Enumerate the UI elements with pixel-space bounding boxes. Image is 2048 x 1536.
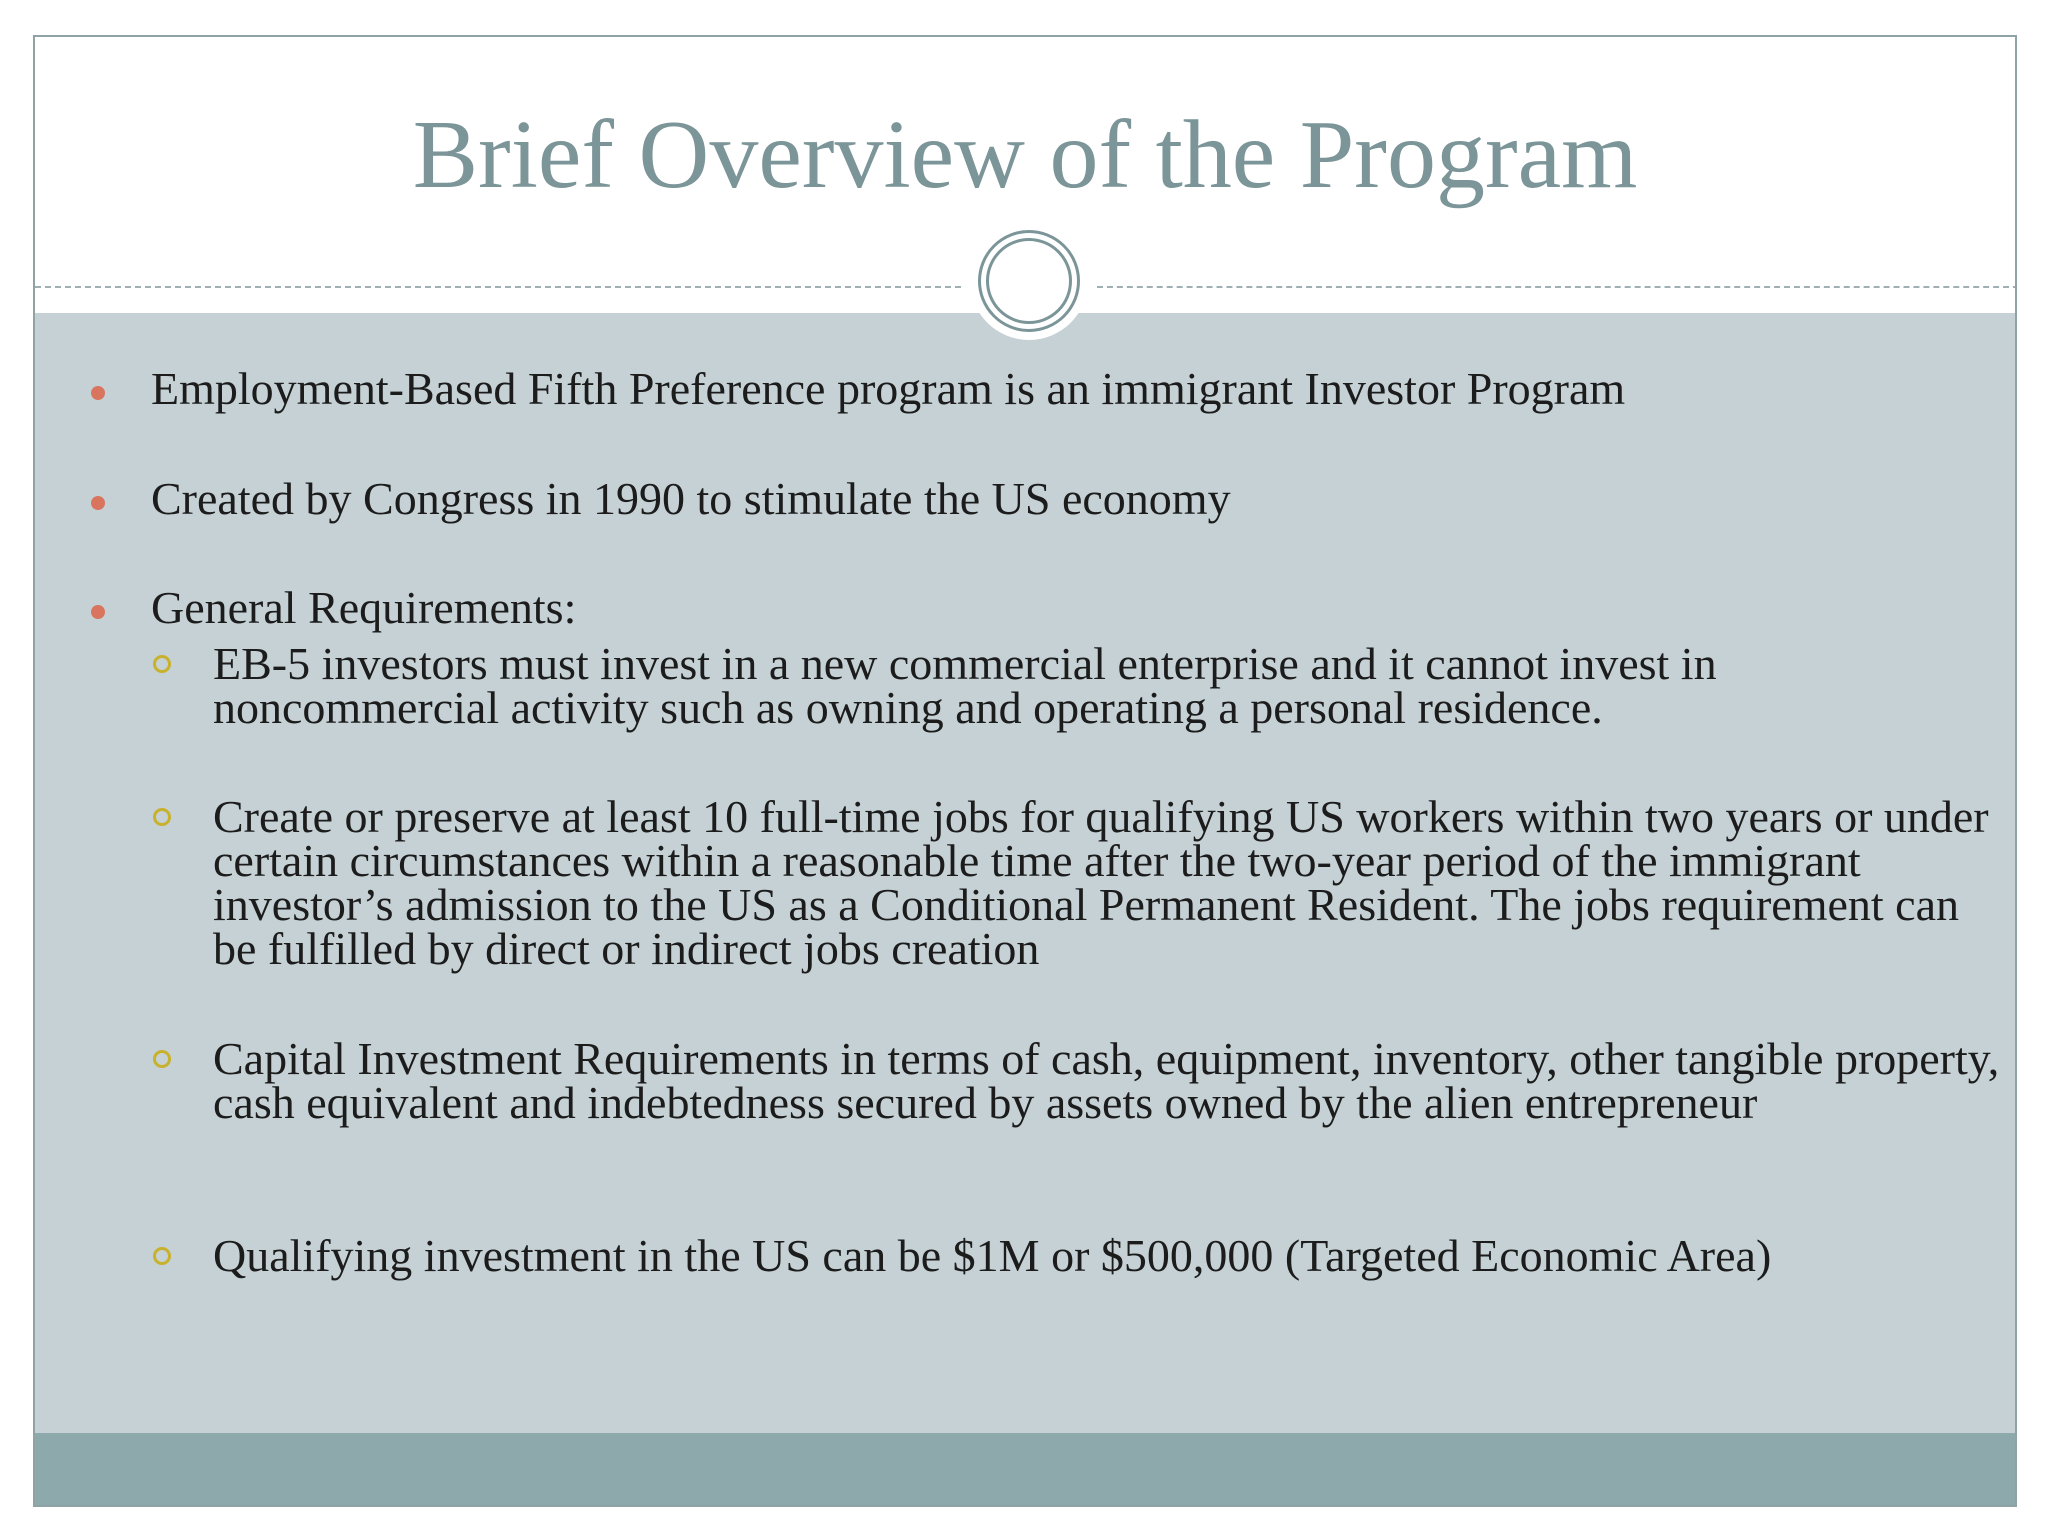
sub-bullet-text: Capital Investment Requirements in terms of cash, equipment, inventory, other tangible property, cash equivalent and indebtedness secured by assets owned by the alien entrepreneur [213, 1033, 2000, 1128]
title-divider-left [35, 286, 961, 288]
inner-ring [986, 238, 1072, 324]
hollow-circle-bullet-icon [153, 1050, 171, 1068]
footer-band [35, 1433, 2015, 1507]
sub-list-item [213, 638, 2003, 733]
bullet-text: Employment-Based Fifth Preference program is an immigrant Investor Program [151, 363, 1626, 414]
slide-title: Brief Overview of the Program [412, 101, 1638, 209]
hollow-circle-bullet-icon [153, 808, 171, 826]
sub-list-item [213, 1033, 2003, 1128]
sub-bullet-text: Qualifying investment in the US can be $1M or $500,000 (Targeted Economic Area) [213, 1230, 1772, 1281]
slide [33, 35, 2017, 1507]
list-item [151, 363, 1971, 414]
sub-bullet-text: Create or preserve at least 10 full-time jobs for qualifying US workers within two years or under certain circumstances within a reasonable time after the two-year period of the immigrant investor’s admission to the US as a Conditional Permanent Resident. The jobs requirement can be fulfilled by direct or indirect jobs creation [213, 791, 1989, 974]
hollow-circle-bullet-icon [153, 655, 171, 673]
filled-circle-bullet-icon [91, 496, 105, 510]
list-item [151, 582, 1971, 633]
filled-circle-bullet-icon [91, 605, 105, 619]
sub-list-item [213, 791, 2003, 974]
bullet-text: Created by Congress in 1990 to stimulate the US economy [151, 473, 1231, 524]
filled-circle-bullet-icon [91, 386, 105, 400]
list-item [151, 473, 1971, 524]
hollow-circle-bullet-icon [153, 1247, 171, 1265]
bullet-text: General Requirements: [151, 582, 577, 633]
double-ring-icon [970, 222, 1088, 340]
sub-bullet-text: EB-5 investors must invest in a new commercial enterprise and it cannot invest in noncommercial activity such as owning and operating a personal residence. [213, 638, 1717, 733]
sub-list-item [213, 1230, 2003, 1281]
title-divider-right [1097, 286, 2017, 288]
